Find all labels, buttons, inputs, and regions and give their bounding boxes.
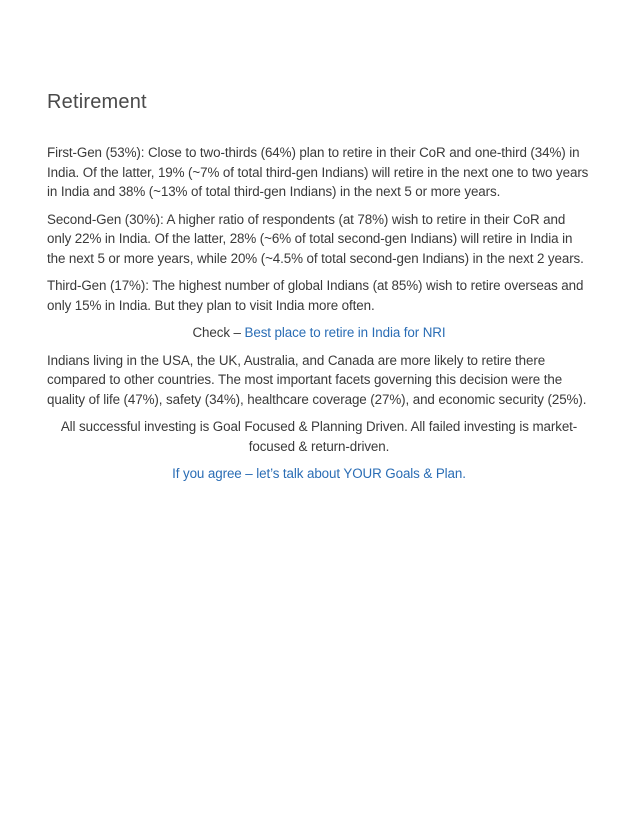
check-line: [47, 323, 591, 343]
second-gen-paragraph: Second-Gen (30%): A higher ratio of respondents (at 78%) wish to retire in their CoR and only 22% in India. Of the latter, 28% (~6% of total second-gen Indians) will retire in India in the next 5 or more years, while 20% (~4.5% of total second-gen Indians) in the next 2 years.: [47, 211, 584, 266]
check-prefix: Check –: [192, 325, 245, 340]
article-content: [47, 88, 591, 492]
section-heading: Retirement: [47, 91, 147, 113]
countries-paragraph: Indians living in the USA, the UK, Australia, and Canada are more likely to retire there compared to other countries. The most important facets governing this decision were the quality of life (47%), safety (34%), healthcare coverage (27%), and economic security (25%).: [47, 352, 587, 407]
cta-line: [47, 464, 591, 484]
investing-paragraph: All successful investing is Goal Focused & Planning Driven. All failed investing is market-focused & return-driven.: [60, 419, 578, 454]
retire-in-india-link[interactable]: Best place to retire in India for NRI: [244, 325, 446, 340]
third-gen-paragraph: Third-Gen (17%): The highest number of global Indians (at 85%) wish to retire overseas and only 15% in India. But they plan to visit India more often.: [47, 278, 584, 313]
talk-goals-link[interactable]: If you agree – let’s talk about YOUR Goals & Plan.: [172, 466, 466, 481]
first-gen-paragraph: First-Gen (53%): Close to two-thirds (64%) plan to retire in their CoR and one-third (34%) in India. Of the latter, 19% (~7% of total third-gen Indians) will retire in the next one to two years in India and 38% (~13% of total third-gen Indians) in the next 5 or more years.: [47, 145, 589, 199]
